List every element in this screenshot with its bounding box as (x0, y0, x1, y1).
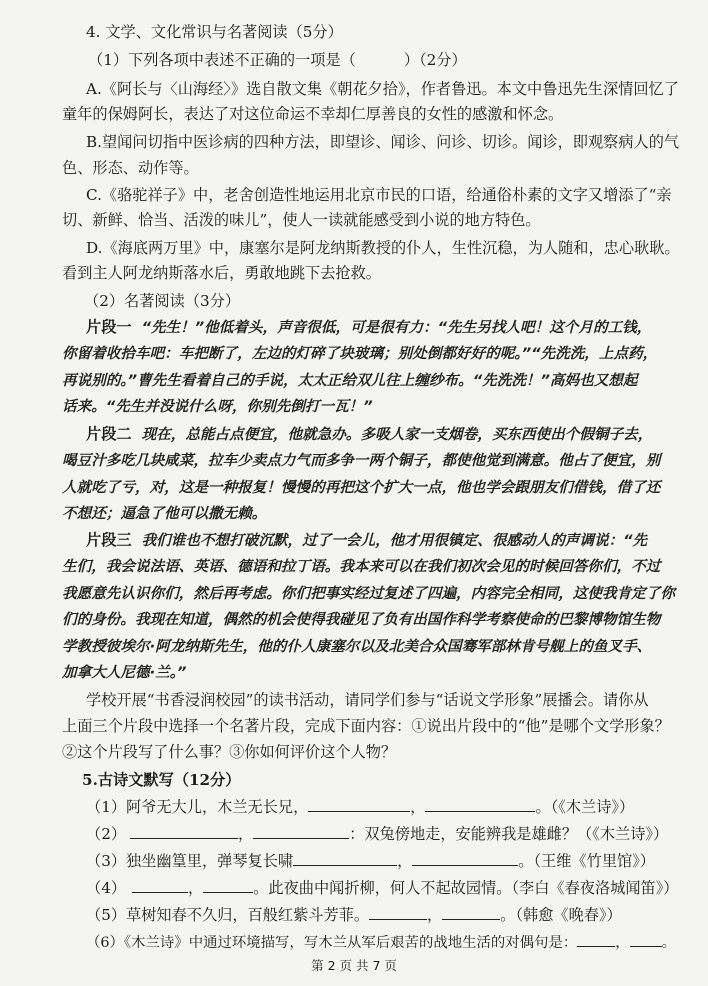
blank-field[interactable] (412, 851, 518, 866)
fragment1-text1: “先生！”他低着头，声音很低，可是很有力：“先生另找人吧！这个月的工钱， (141, 319, 652, 336)
fragment3-label: 片段三 (86, 531, 132, 549)
poem-q3-sep: ， (397, 852, 413, 870)
option-a-line2: 童年的保姆阿长，表达了对这位命运不幸却仁厚善良的女性的感激和怀念。 (62, 105, 564, 123)
poem-q1-sep: ， (410, 798, 426, 816)
poem-q1 (86, 797, 634, 817)
fragment2-line4: 不想还；逼急了他可以撒无赖。 (62, 505, 267, 522)
blank-field[interactable] (253, 824, 349, 839)
fragment2-text1: 现在，总能占点便宜，他就急办。多吸人家一支烟卷，买东西使出个假铜子去， (141, 426, 653, 443)
poem-q2-text: （2） (86, 825, 127, 843)
poem-q1-text: （1）阿爷无大儿，木兰无长兄， (86, 798, 309, 816)
poem-q5-text: （5）草树知春不久归，百般红紫斗芳菲。 (86, 906, 370, 924)
poem-q6-sep: ， (615, 935, 630, 951)
option-a-line1: A.《阿长与〈山海经〉》选自散文集《朝花夕拾》，作者鲁迅。本文中鲁迅先生深情回忆了 (86, 80, 679, 98)
blank-field[interactable] (308, 797, 410, 812)
q1-stem (88, 50, 467, 70)
task-line2: 上面三个片段中选择一个名著片段，完成下面内容：①说出片段中的“他”是哪个文学形象？ (62, 717, 670, 735)
fragment2-label: 片段二 (86, 425, 132, 443)
poem-q4-sep: ， (188, 879, 204, 897)
poem-q3-text: （3）独坐幽篁里，弹琴复长啸 (86, 852, 294, 870)
option-b-line2: 色、形态、动作等。 (62, 159, 199, 177)
poem-q2-source: ：双兔傍地走，安能辨我是雄雌？（《木兰诗》） (349, 825, 669, 843)
fragment1-line1 (86, 317, 651, 338)
blank-field[interactable] (130, 824, 238, 839)
fragment3-line2: 生们，我会说法语、英语、德语和拉丁语。我本来可以在我们初次会见的时候回答你们，不过 (62, 558, 661, 575)
blank-field[interactable] (425, 797, 535, 812)
blank-field[interactable] (442, 905, 500, 920)
poem-q4-text: （4） (86, 879, 127, 897)
poem-q2-sep: ， (238, 825, 254, 843)
q2-heading: （2）名著阅读（3分） (84, 292, 241, 310)
task-line1: 学校开展“书香浸润校园”的读书活动，请同学们参与“话说文学形象”展播会。请你从 (86, 691, 649, 709)
poem-q5-source: 。（韩愈《晚春》） (500, 906, 622, 924)
option-b-line1: B.望闻问切指中医诊病的四种方法，即望诊、闻诊、问诊、切诊。闻诊，即观察病人的气 (86, 133, 680, 151)
poem-q6-end: 。 (661, 935, 677, 951)
fragment1-line4: 话来。“先生并没说什么呀，你别先倒打一瓦！” (62, 398, 373, 415)
fragment2-line1 (86, 424, 652, 445)
fragment3-line3: 我愿意先认识你们，然后再考虑。你们把事实经过复述了四遍，内容完全相同，这使我肯定了你 (62, 585, 675, 602)
poem-q1-source: 。（《木兰诗》） (535, 798, 635, 816)
page-footer: 第 2 页 共 7 页 (311, 958, 397, 973)
section5-heading: 5.古诗文默写（12分） (82, 771, 241, 789)
fragment1-line3: 再说别的。”曹先生看着自己的手说，太太正给双儿往上缠纱布。“先洗洗！”高妈也又想起 (62, 372, 638, 389)
blank-field[interactable] (293, 851, 397, 866)
blank-field[interactable] (577, 932, 615, 947)
blank-field[interactable] (369, 905, 427, 920)
fragment3-line5: 学教授彼埃尔·阿龙纳斯先生，他的仆人康塞尔以及北美合众国骞军部林肯号舰上的鱼叉手、 (62, 638, 652, 655)
fragment3-line4: 们的身份。我现在知道，偶然的机会使得我碰见了负有出国作科学考察使命的巴黎博物馆生物 (62, 611, 661, 628)
fragment3-text1: 我们谁也不想打破沉默，过了一会儿，他才用很镇定、很感动人的声调说：“先 (141, 532, 648, 549)
poem-q6 (86, 932, 676, 953)
task-line3: ②这个片段写了什么事？③你如何评价这个人物？ (62, 743, 397, 761)
section4-heading: 4. 文学、文化常识与名著阅读（5分） (86, 23, 343, 41)
option-c-line1: C.《骆驼祥子》中，老舍创造性地运用北京市民的口语，给通俗朴素的文字又增添了“亲 (86, 186, 672, 204)
poem-q5-sep: ， (427, 906, 443, 924)
poem-q4 (86, 878, 678, 898)
q1-stem-post: ）（2分） (403, 51, 467, 69)
fragment1-label: 片段一 (86, 318, 132, 336)
poem-q3-source: 。（王维《竹里馆》） (518, 852, 655, 870)
poem-q2 (86, 824, 668, 844)
fragment3-line6: 加拿大人尼德·兰。” (62, 664, 187, 681)
fragment2-line2: 喝豆汁多吃几块咸菜，拉车少卖点力气而多争一两个铜子，都使他觉到满意。他占了便宜，别 (62, 452, 661, 469)
poem-q3 (86, 851, 655, 871)
fragment1-line2: 你留着收拾车吧：车把断了，左边的灯碎了块玻璃；别处倒都好好的呢。”“先洗洗，上点药， (62, 345, 658, 362)
blank-field[interactable] (630, 932, 662, 947)
option-d-line1: D.《海底两万里》中，康塞尔是阿龙纳斯教授的仆人，生性沉稳，为人随和，忠心耿耿。 (86, 239, 680, 257)
poem-q6-text: （6）《木兰诗》中通过环境描写，写木兰从军后艰苦的战地生活的对偶句是： (86, 935, 578, 951)
poem-q4-source: 。此夜曲中闻折柳，何人不起故园情。（李白《春夜洛城闻笛》） (253, 879, 679, 897)
fragment3-line1 (86, 530, 647, 551)
q1-stem-pre: （1）下列各项中表述不正确的一项是（ (88, 51, 356, 69)
poem-q5 (86, 905, 622, 925)
option-d-line2: 看到主人阿龙纳斯落水后，勇敢地跳下去抢救。 (62, 264, 381, 282)
fragment2-line3: 人就吃了亏，对，这是一种报复！慢慢的再把这个扩大一点，他也学会跟朋友们借钱，借了还 (62, 479, 661, 496)
blank-field[interactable] (132, 878, 188, 893)
option-c-line2: 切、新鲜、恰当、活泼的味儿”，使人一读就能感受到小说的地方特色。 (62, 211, 541, 229)
blank-field[interactable] (203, 878, 253, 893)
